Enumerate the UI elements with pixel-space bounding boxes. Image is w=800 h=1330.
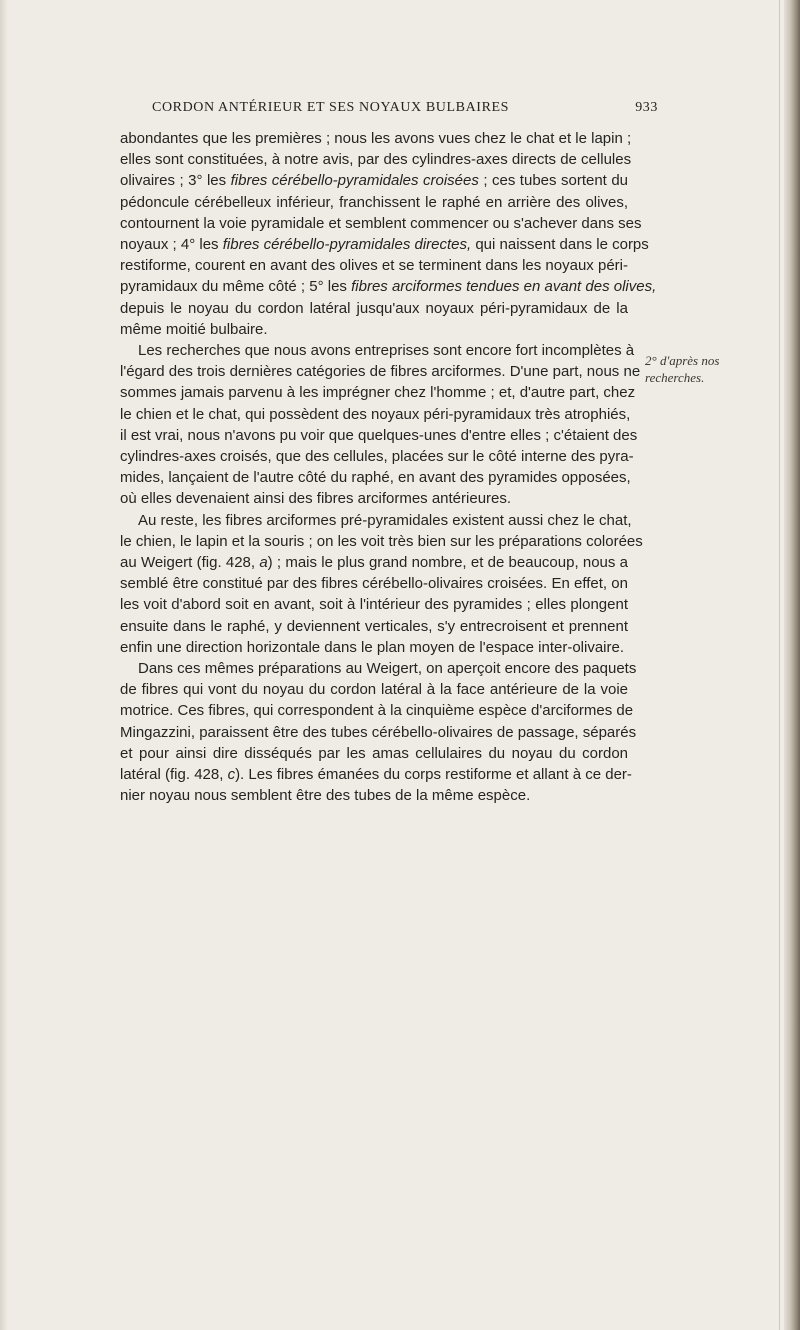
page-edge-shadow (784, 0, 800, 1330)
text-run: l'égard des trois dernières catégories de fibres arciformes. D'une part, nous ne (120, 363, 641, 381)
text-run: Dans ces mêmes préparations au Weigert, on aperçoit encore des paquets (138, 660, 637, 678)
text-line (120, 510, 632, 531)
text-line (120, 743, 628, 764)
text-line (120, 425, 638, 446)
text-run: cylindres-axes croisés, que des cellules, placées sur le côté interne des pyra- (120, 448, 634, 466)
text-run: pyramidaux du même côté ; 5° les (120, 278, 352, 296)
text-line (120, 340, 635, 361)
text-run: au Weigert (fig. 428, (120, 554, 260, 572)
text-run: mides, lançaient de l'autre côté du raphé, en avant des pyramides opposées, (120, 469, 631, 487)
text-line (120, 594, 628, 615)
text-line (120, 170, 628, 191)
text-run: Les recherches que nous avons entreprises sont encore fort incomplètes à (138, 342, 635, 360)
text-run: de fibres qui vont du noyau du cordon latéral à la face antérieure de la voie (120, 681, 628, 699)
text-run: elles sont constituées, à notre avis, par des cylindres-axes directs de cellules (120, 151, 632, 169)
text-run: ensuite dans le raphé, y deviennent verticales, s'y entrecroisent et prennent (120, 617, 628, 635)
page-gutter-shadow (0, 0, 8, 1330)
text-run: sommes jamais parvenu à les imprégner chez l'homme ; et, d'autre part, chez (120, 384, 636, 402)
text-run: ; ces tubes sortent du (478, 172, 628, 190)
text-line (120, 319, 628, 340)
text-line (120, 149, 632, 170)
text-line (120, 467, 631, 488)
text-line (120, 255, 628, 276)
text-run: pédoncule cérébelleux inférieur, franchissent le raphé en arrière des olives, (120, 193, 628, 211)
text-line (120, 573, 628, 594)
text-line (120, 404, 631, 425)
running-title: CORDON ANTÉRIEUR ET SES NOYAUX BULBAIRES (152, 100, 510, 115)
text-line (120, 361, 641, 382)
text-run: latéral (fig. 428, (120, 766, 228, 784)
italic-text: c (227, 766, 236, 784)
text-line (120, 700, 634, 721)
italic-text: fibres arciformes tendues en avant des olives, (351, 278, 657, 296)
italic-text: a (259, 554, 268, 572)
text-line (120, 128, 632, 149)
text-line (120, 446, 634, 467)
text-line (120, 382, 636, 403)
text-run: Mingazzini, paraissent être des tubes cérébello-olivaires de passage, séparés (120, 723, 637, 741)
margin-note-line: recherches. (645, 370, 705, 385)
text-line (120, 234, 649, 255)
text-line (120, 552, 628, 573)
text-run: le chien et le chat, qui possèdent des noyaux péri-pyramidaux très atrophiés, (120, 405, 631, 423)
text-run: restiforme, courent en avant des olives et se terminent dans les noyaux péri- (120, 257, 628, 275)
text-line (120, 298, 628, 319)
page-number: 933 (635, 100, 658, 115)
margin-note-line: 2° d'après nos (645, 353, 720, 368)
text-line (120, 658, 637, 679)
text-line (120, 722, 637, 743)
text-run: qui naissent dans le corps (471, 236, 649, 254)
text-run: olivaires ; 3° les (120, 172, 231, 190)
text-line (120, 637, 628, 658)
text-run: les voit d'abord soit en avant, soit à l'intérieur des pyramides ; elles plongent (120, 596, 628, 614)
text-line (120, 679, 628, 700)
text-run: motrice. Ces fibres, qui correspondent à la cinquième espèce d'arciformes de (120, 702, 634, 720)
text-line (120, 213, 642, 234)
body-text (120, 128, 657, 807)
margin-note (645, 352, 765, 386)
text-line (120, 531, 643, 552)
text-line (120, 764, 632, 785)
page-edge-line (779, 0, 780, 1330)
text-run: ). Les fibres émanées du corps restiforme et allant à ce der- (235, 766, 632, 784)
text-run: même moitié bulbaire. (120, 320, 268, 338)
text-run: abondantes que les premières ; nous les avons vues chez le chat et le lapin ; (120, 130, 632, 147)
text-run: depuis le noyau du cordon latéral jusqu'aux noyaux péri-pyramidaux de la (120, 299, 628, 317)
text-run: enfin une direction horizontale dans le plan moyen de l'espace inter-olivaire. (120, 638, 625, 656)
italic-text: fibres cérébello-pyramidales directes, (222, 236, 472, 254)
text-run: Au reste, les fibres arciformes pré-pyramidales existent aussi chez le chat, (138, 511, 632, 529)
italic-text: fibres cérébello-pyramidales croisées (230, 172, 479, 190)
text-run: le chien, le lapin et la souris ; on les voit très bien sur les préparations colorées (120, 532, 643, 550)
text-line (120, 276, 657, 297)
text-line (120, 192, 628, 213)
text-line (120, 616, 628, 637)
text-run: contournent la voie pyramidale et semblent commencer ou s'achever dans ses (120, 214, 642, 232)
text-run: semblé être constitué par des fibres cérébello-olivaires croisées. En effet, on (120, 575, 628, 593)
text-line (120, 785, 628, 806)
text-run: il est vrai, nous n'avons pu voir que quelques-unes d'entre elles ; c'étaient des (120, 426, 638, 444)
text-run: et pour ainsi dire disséqués par les amas cellulaires du noyau du cordon (120, 744, 628, 762)
text-line (120, 488, 628, 509)
text-run: où elles devenaient ainsi des fibres arciformes antérieures. (120, 490, 512, 508)
running-header (152, 100, 658, 120)
text-run: nier noyau nous semblent être des tubes de la même espèce. (120, 787, 531, 805)
text-run: noyaux ; 4° les (120, 236, 223, 254)
text-run: ) ; mais le plus grand nombre, et de beaucoup, nous a (267, 554, 628, 572)
